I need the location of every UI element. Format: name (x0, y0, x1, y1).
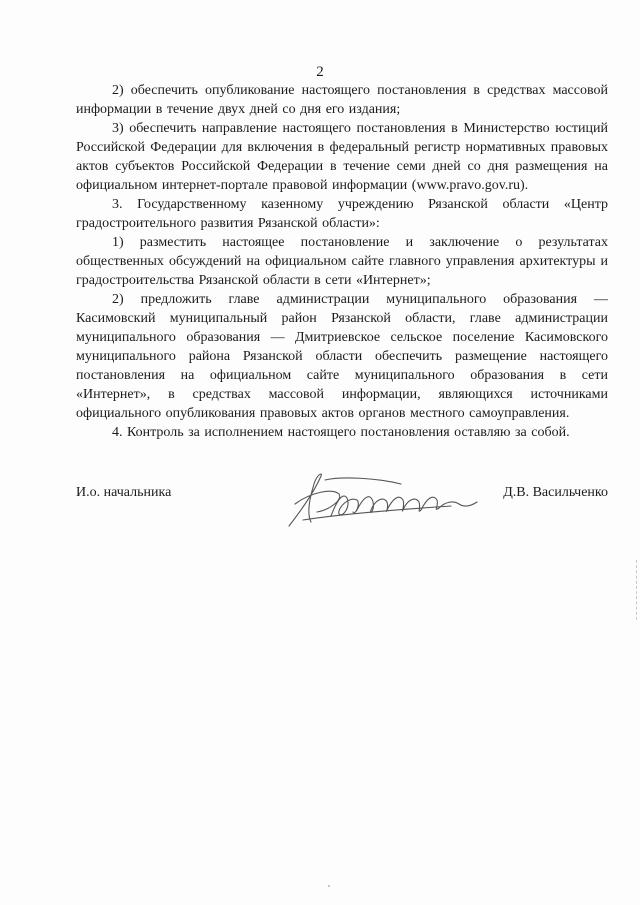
document-body (76, 81, 608, 442)
paragraph-website-placement: 1) разместить настоящее постановление и заключение о результатах общественных обсуждений на официальном сайте главного управления архитектуры и градостроительства Рязанской области в сети «Интернет»; (76, 235, 608, 288)
paragraph-ministry-of-justice: 3) обеспечить направление настоящего постановления в Министерство юстиций Российской Федерации для включения в федеральный регистр нормативных правовых актов субъектов Российской Федерации в течение семи дней со дня размещения на официальном интернет-портале правовой информации (www.pravo.gov.ru). (76, 121, 608, 193)
page-number: 2 (316, 64, 324, 80)
paragraph-municipal-proposal: 2) предложить главе администрации муниципального образования — Касимовский муниципальный район Рязанской области, главе администрации муниципального образования — Дмитриевское сельское поселение Касимовского муниципального района Рязанской области обеспечить размещение настоящего постановления на официальном сайте муниципального образования в сети «Интернет», в средствах массовой информации, являющихся источниками официального опубликования правовых актов органов местного самоуправления. (76, 292, 608, 421)
handwritten-signature (281, 470, 481, 532)
signature-block (76, 470, 608, 540)
scan-artifact-dot (328, 885, 330, 887)
signatory-position: И.о. начальника (76, 485, 172, 500)
scan-artifact-edge (633, 560, 637, 620)
paragraph-control: 4. Контроль за исполнением настоящего постановления оставляю за собой. (112, 425, 570, 440)
paragraph-state-institution: 3. Государственному казенному учреждению Рязанской области «Центр градостроительного развития Рязанской области»: (76, 197, 608, 231)
paragraph-publication: 2) обеспечить опубликование настоящего постановления в средствах массовой информации в течение двух дней со дня его издания; (76, 83, 608, 117)
signatory-name: Д.В. Васильченко (503, 485, 608, 500)
